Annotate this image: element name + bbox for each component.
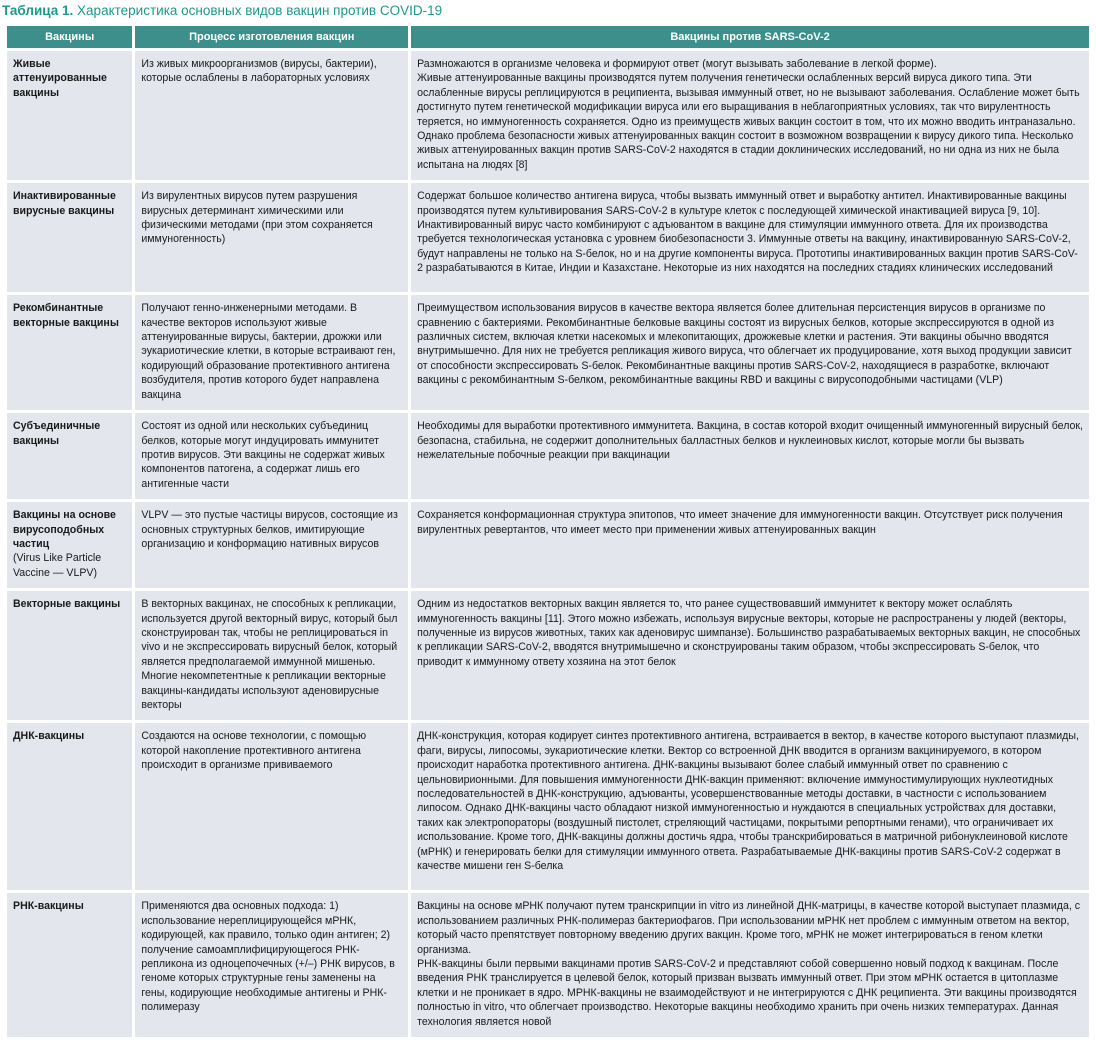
sars-cell [411, 183, 1089, 292]
vaccine-name-note: (Virus Like Particle Vaccine — VLPV) [13, 552, 102, 579]
table-row [7, 183, 1089, 292]
vaccine-name: ДНК-вакцины [7, 723, 132, 890]
process-cell: Состоят из одной или нескольких субъединиц белков, которые могут индуцировать иммунитет против вирусов. Эти вакцины не содержат живых компонентов патогена, а содержат лишь его антигенные части [135, 413, 408, 499]
header-row [7, 26, 1089, 48]
process-cell: Создаются на основе технологии, с помощью которой накопление протективного антигена происходит в организме прививаемого [135, 723, 408, 890]
table-row [7, 591, 1089, 720]
vaccine-name: Живые аттенуированные вакцины [7, 51, 132, 180]
vaccine-name: Инактивированные вирусные вакцины [7, 183, 132, 292]
table-row [7, 413, 1089, 499]
sars-cell [411, 51, 1089, 180]
header-vaccines: Вакцины [7, 26, 132, 48]
header-sars: Вакцины против SARS-CoV-2 [411, 26, 1089, 48]
sars-cell [411, 295, 1089, 410]
sars-cell [411, 413, 1089, 499]
sars-paragraph: Одним из недостатков векторных вакцин является то, что ранее существовавший иммунитет к вектору может ослаблять иммуногенность вакцины [11]. Этого можно избежать, используя вирусные векторы, которые не распространены у людей (векторы, полученные из вирусов животных, таких как аденовирус шимпанзе). Большинство разрабатываемых векторных вакцин, не способных к репликации SARS-CoV-2, вводятся внутримышечно и сконструированы таким образом, чтобы экспрессировать S-белок, что приводит к иммунному ответу хозяина на этот белок [417, 598, 1081, 668]
sars-paragraph: РНК-вакцины были первыми вакцинами против SARS-CoV-2 и представляют собой совершенно новый подход к вакцинам. После введения РНК транслируется в целевой белок, который призван вызвать иммунный ответ. При этом мРНК остается в цитоплазме клетки и не проникает в ядро. МРНК-вакцины не взаимодействуют и не интегрируются с ДНК реципиента. Эти вакцины производятся полностью in vitro, что облегчает производство. Некоторые вакцины необходимо хранить при очень низких температурах. Данная технология является новой [417, 958, 1077, 1028]
vaccine-name: Рекомбинантные векторные вакцины [7, 295, 132, 410]
sars-paragraph: Вакцины на основе мРНК получают путем транскрипции in vitro из линейной ДНК-матрицы, в качестве которой выступает плазмида, с использованием различных РНК-полимераз бактериофагов. При использовании мРНК нет проблем с иммунным ответом на вектор, который часто препятствует повторному введению других вакцин. Кроме того, мРНК не может интегрироваться в геном клетки организма. [417, 900, 1081, 956]
table-row [7, 295, 1089, 410]
process-cell: В векторных вакцинах, не способных к репликации, используется другой векторный вирус, который был сконструирован так, чтобы не реплицироваться in vivo и не экспрессировать вирусный белок, который является предполагаемой иммунной мишенью. Многие некомпетентные к репликации векторные вакцины-кандидаты используют аденовирусные векторы [135, 591, 408, 720]
table-row [7, 502, 1089, 588]
sars-paragraph: Размножаются в организме человека и формируют ответ (могут вызывать заболевание в легкой форме). [417, 58, 937, 70]
vaccine-name: Вакцины на основе вирусоподобных частиц [13, 509, 116, 550]
process-cell: Из живых микроорганизмов (вирусы, бактерии), которые ослаблены в лабораторных условиях [135, 51, 408, 180]
vaccine-name: Субъединичные вакцины [7, 413, 132, 499]
sars-paragraph: Содержат большое количество антигена вируса, чтобы вызвать иммунный ответ и выработку антител. Инактивированные вакцины производятся путем культивирования SARS-CoV-2 в культуре клеток с последующей химической инактивацией вируса [9, 10]. Инактивированный вирус часто комбинируют с адъювантом в вакцине для стимуляции иммунного ответа. Для их производства требуется технологическая установка с уровнем биобезопасности 3. Иммунные ответы на вакцину, инактивированную SARS-CoV-2, будут направлены не только на S-белок, но и на другие компоненты вируса. Прототипы инактивированных вакцин против SARS-CoV-2 разрабатываются в Китае, Индии и Казахстане. Некоторые из них находятся на последних стадиях клинических исследований [417, 190, 1078, 275]
process-cell: VLPV — это пустые частицы вирусов, состоящие из основных структурных белков, имитирующие организацию и конформацию нативных вирусов [135, 502, 408, 588]
sars-cell [411, 591, 1089, 720]
header-process: Процесс изготовления вакцин [135, 26, 408, 48]
vaccine-name-cell [7, 502, 132, 588]
table-caption: Характеристика основных видов вакцин против COVID-19 [77, 3, 443, 18]
vaccine-table [4, 23, 1092, 1040]
table-label: Таблица 1. [2, 3, 74, 18]
table-row [7, 723, 1089, 890]
sars-cell [411, 723, 1089, 890]
vaccine-name: Векторные вакцины [7, 591, 132, 720]
process-cell: Применяются два основных подхода: 1) использование нереплицирующейся мРНК, кодирующей, как правило, только один антиген; 2) получение самоамплифицирующегося РНК-репликона из одноцепочечных (+/–) РНК вирусов, в геноме которых структурные гены заменены на гены, кодирующие необходимые антигены и РНК-полимеразу [135, 893, 408, 1037]
vaccine-name: РНК-вакцины [7, 893, 132, 1037]
sars-paragraph: ДНК-конструкция, которая кодирует синтез протективного антигена, встраивается в вектор, в качестве которого выступают плазмиды, фаги, вирусы, липосомы, эукариотические клетки. Вектор со встроенной ДНК вводится в организм вакцинируемого, в котором происходит наработка протективного антигена. ДНК-вакцины вызывают более слабый иммунный ответ по сравнению с цельновирионными. Для повышения иммуногенности ДНК-вакцин применяют: включение иммуностимулирующих нуклеотидных последовательностей в ДНК-конструкцию, адъюванты, усовершенствованные методы доставки, в частности с использованием липосом. Однако ДНК-вакцины часто обладают низкой иммуногенностью и нуждаются в специальных устройствах для доставки, таких как электропораторы (воздушный пистолет, стреляющий частицами, покрытыми репортными генами), что ограничивает их использование. Кроме того, ДНК-вакцины должны достичь ядра, чтобы транскрибироваться в матричной рибонуклеиновой кислоте (мРНК) и генерировать белки для стимуляции иммунного ответа. Разрабатываемые ДНК-вакцины против SARS-CoV-2 содержат в качестве мишени ген S-белка [417, 730, 1079, 873]
sars-paragraph: Сохраняется конформационная структура эпитопов, что имеет значение для иммуногенности вакцин. Отсутствует риск получения вирулентных ревертантов, что имеет место при применении живых аттенуированных вакцин [417, 509, 1063, 536]
process-cell: Из вирулентных вирусов путем разрушения вирусных детерминант химическими или физическими методами (при этом сохраняется иммуногенность) [135, 183, 408, 292]
sars-cell [411, 893, 1089, 1037]
table-title [2, 2, 442, 19]
sars-paragraph: Преимуществом использования вирусов в качестве вектора является более длительная персистенция вирусов в организме по сравнению с бактериями. Рекомбинантные белковые вакцины состоят из вирусных белков, которые экспрессируются в одной из различных систем, включая клетки насекомых и млекопитающих, дрожжевые клетки и растения. Эти вакцины обычно вводятся внутримышечно. Для них не требуется репликация живого вируса, что облегчает их продуцирование, хотя выход продукции зависит от способности экспрессировать S-белок. Рекомбинантные вакцины против SARS-CoV-2, находящиеся в разработке, включают вакцины с рекомбинантным S-белком, рекомбинантные вакцины RBD и вакцины с вирусоподобными частицами (VLP) [417, 302, 1072, 387]
process-cell: Получают генно-инженерными методами. В качестве векторов используют живые аттенуированные вирусы, бактерии, дрожжи или эукариотические клетки, в которые встраивают ген, кодирующий образование протективного антигена возбудителя, против которого будет направлена вакцина [135, 295, 408, 410]
table-row [7, 51, 1089, 180]
sars-paragraph: Живые аттенуированные вакцины производятся путем получения генетически ослабленных версий вируса дикого типа. Эти ослабленные вирусы реплицируются в реципиента, вызывая иммунный ответ, но не вызывают заболевания. Ослабление может быть достигнуто путем генетической модификации вируса или его выращивания в неблагоприятных условиях, так что вирулентность теряется, но иммуногенность сохраняется. Одно из преимуществ живых вакцин состоит в том, что их можно вводить интраназально. Однако проблема безопасности живых аттенуированных вакцин состоит в возможном возвращении к вирусу дикого типа. Несколько живых аттенуированных вакцин против SARS-CoV-2 находятся в стадии доклинических исследований, но ни одна из них не была испытана на людях [8] [417, 72, 1080, 171]
table-row [7, 893, 1089, 1037]
sars-cell [411, 502, 1089, 588]
sars-paragraph: Необходимы для выработки протективного иммунитета. Вакцина, в состав которой входит очищенный иммуногенный вирусный белок, безопасна, стабильна, не содержит дополнительных балластных белков и нуклеиновых кислот, которые могли бы вызвать нежелательные побочные реакции при вакцинации [417, 420, 1083, 461]
